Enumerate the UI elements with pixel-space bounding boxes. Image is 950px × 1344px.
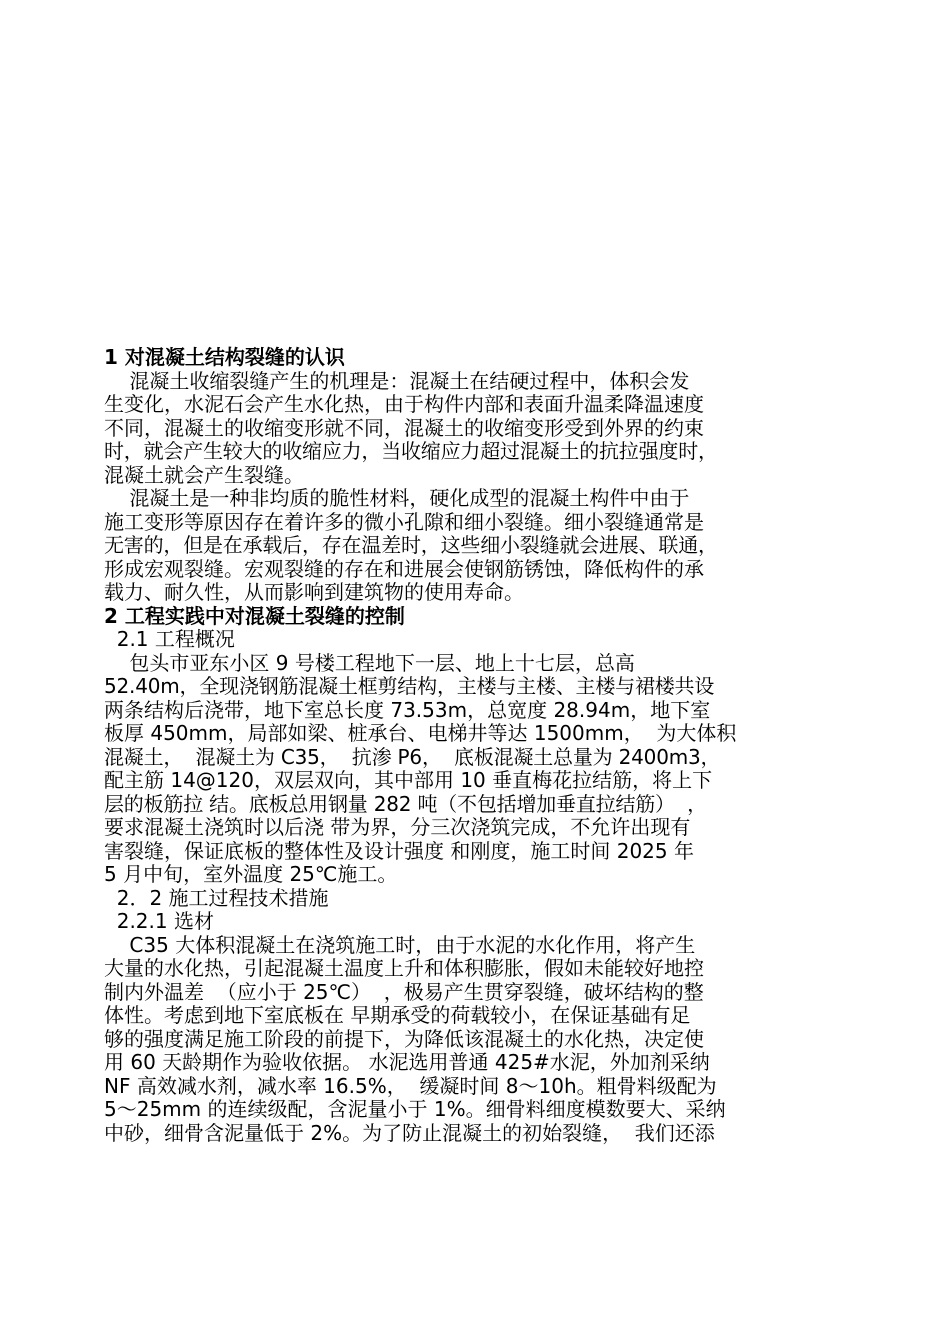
document-body	[104, 346, 844, 1145]
paragraph-line: 载力、耐久性，从而影响到建筑物的使用寿命。	[104, 580, 524, 604]
paragraph-line: 5 月中旬，室外温度 25℃施工。	[104, 862, 398, 886]
paragraph-line: 生变化，水泥石会产生水化热，由于构件内部和表面升温柔降温速度	[104, 392, 704, 416]
paragraph-line: C35 大体积混凝土在浇筑施工时，由于水泥的水化作用，将产生	[104, 932, 696, 957]
paragraph-line: 中砂，细骨含泥量低于 2%。为了防止混凝土的初始裂缝， 我们还添	[104, 1120, 715, 1145]
paragraph-line: 52.40m，全现浇钢筋混凝土框剪结构，主楼与主楼、主楼与裙楼共设	[104, 674, 715, 698]
paragraph-line: NF 高效减水剂，减水率 16.5%， 缓凝时间 8～10h。粗骨料级配为	[104, 1073, 717, 1098]
paragraph-line: 形成宏观裂缝。宏观裂缝的存在和进展会使钢筋锈蚀，降低构件的承	[104, 556, 704, 581]
paragraph-line: 包头市亚东小区 9 号楼工程地下一层、地上十七层，总高	[104, 650, 635, 675]
paragraph-line: 时，就会产生较大的收缩应力，当收缩应力超过混凝土的抗拉强度时，	[104, 439, 718, 463]
paragraph-line: 用 60 天龄期作为验收依据。 水泥选用普通 425#水泥，外加剂采纳	[104, 1050, 710, 1074]
paragraph-line: 混凝土是一种非均质的脆性材料，硬化成型的混凝土构件中由于	[104, 486, 690, 510]
paragraph-line: 配主筋 14@120，双层双向，其中部用 10 垂直梅花拉结筋，将上下	[104, 768, 713, 792]
paragraph-line: 混凝土， 混凝土为 C35， 抗渗 P6， 底板混凝土总量为 2400m3，	[104, 744, 721, 769]
paragraph-line: 两条结构后浇带，地下室总长度 73.53m，总宽度 28.94m，地下室	[104, 697, 711, 722]
paragraph-line: 混凝土就会产生裂缝。	[104, 462, 304, 487]
paragraph-line: 制内外温差 （应小于 25℃） ，极易产生贯穿裂缝，破坏结构的整	[104, 979, 704, 1004]
paragraph-line: 不同，混凝土的收缩变形就不同，混凝土的收缩变形受到外界的约束	[104, 415, 704, 440]
paragraph-line: 体性。考虑到地下室底板在 早期承受的荷载较小，在保证基础有足	[104, 1003, 691, 1027]
paragraph-line: 害裂缝，保证底板的整体性及设计强度 和刚度，施工时间 2025 年	[104, 838, 694, 863]
subsection-heading: 2.1 工程概况	[104, 627, 235, 651]
paragraph-line: 施工变形等原因存在着许多的微小孔隙和细小裂缝。细小裂缝通常是	[104, 509, 704, 534]
paragraph-line: 板厚 450mm，局部如梁、桩承台、电梯井等达 1500mm， 为大体积	[104, 721, 737, 745]
paragraph-line: 5～25mm 的连续级配，含泥量小于 1%。细骨料细度模数要大、采纳	[104, 1097, 726, 1121]
paragraph-line: 大量的水化热，引起混凝土温度上升和体积膨胀，假如未能较好地控	[104, 956, 704, 980]
section-heading-2: 2 工程实践中对混凝土裂缝的控制	[104, 603, 405, 628]
paragraph-line: 够的强度满足施工阶段的前提下，为降低该混凝土的水化热，决定使	[104, 1026, 704, 1051]
paragraph-line: 要求混凝土浇筑时以后浇 带为界，分三次浇筑完成，不允许出现有	[104, 815, 691, 839]
subsection-heading: 2.2.1 选材	[104, 909, 214, 933]
paragraph-line: 混凝土收缩裂缝产生的机理是：混凝土在结硬过程中，体积会发	[104, 368, 690, 393]
paragraph-line: 无害的，但是在承载后，存在温差时，这些细小裂缝就会进展、联通，	[104, 533, 718, 557]
section-heading-1: 1 对混凝土结构裂缝的认识	[104, 345, 345, 369]
subsection-heading: 2．2 施工过程技术措施	[104, 885, 329, 910]
paragraph-line: 层的板筋拉 结。底板总用钢量 282 吨（不包括增加垂直拉结筋） ，	[104, 791, 707, 816]
